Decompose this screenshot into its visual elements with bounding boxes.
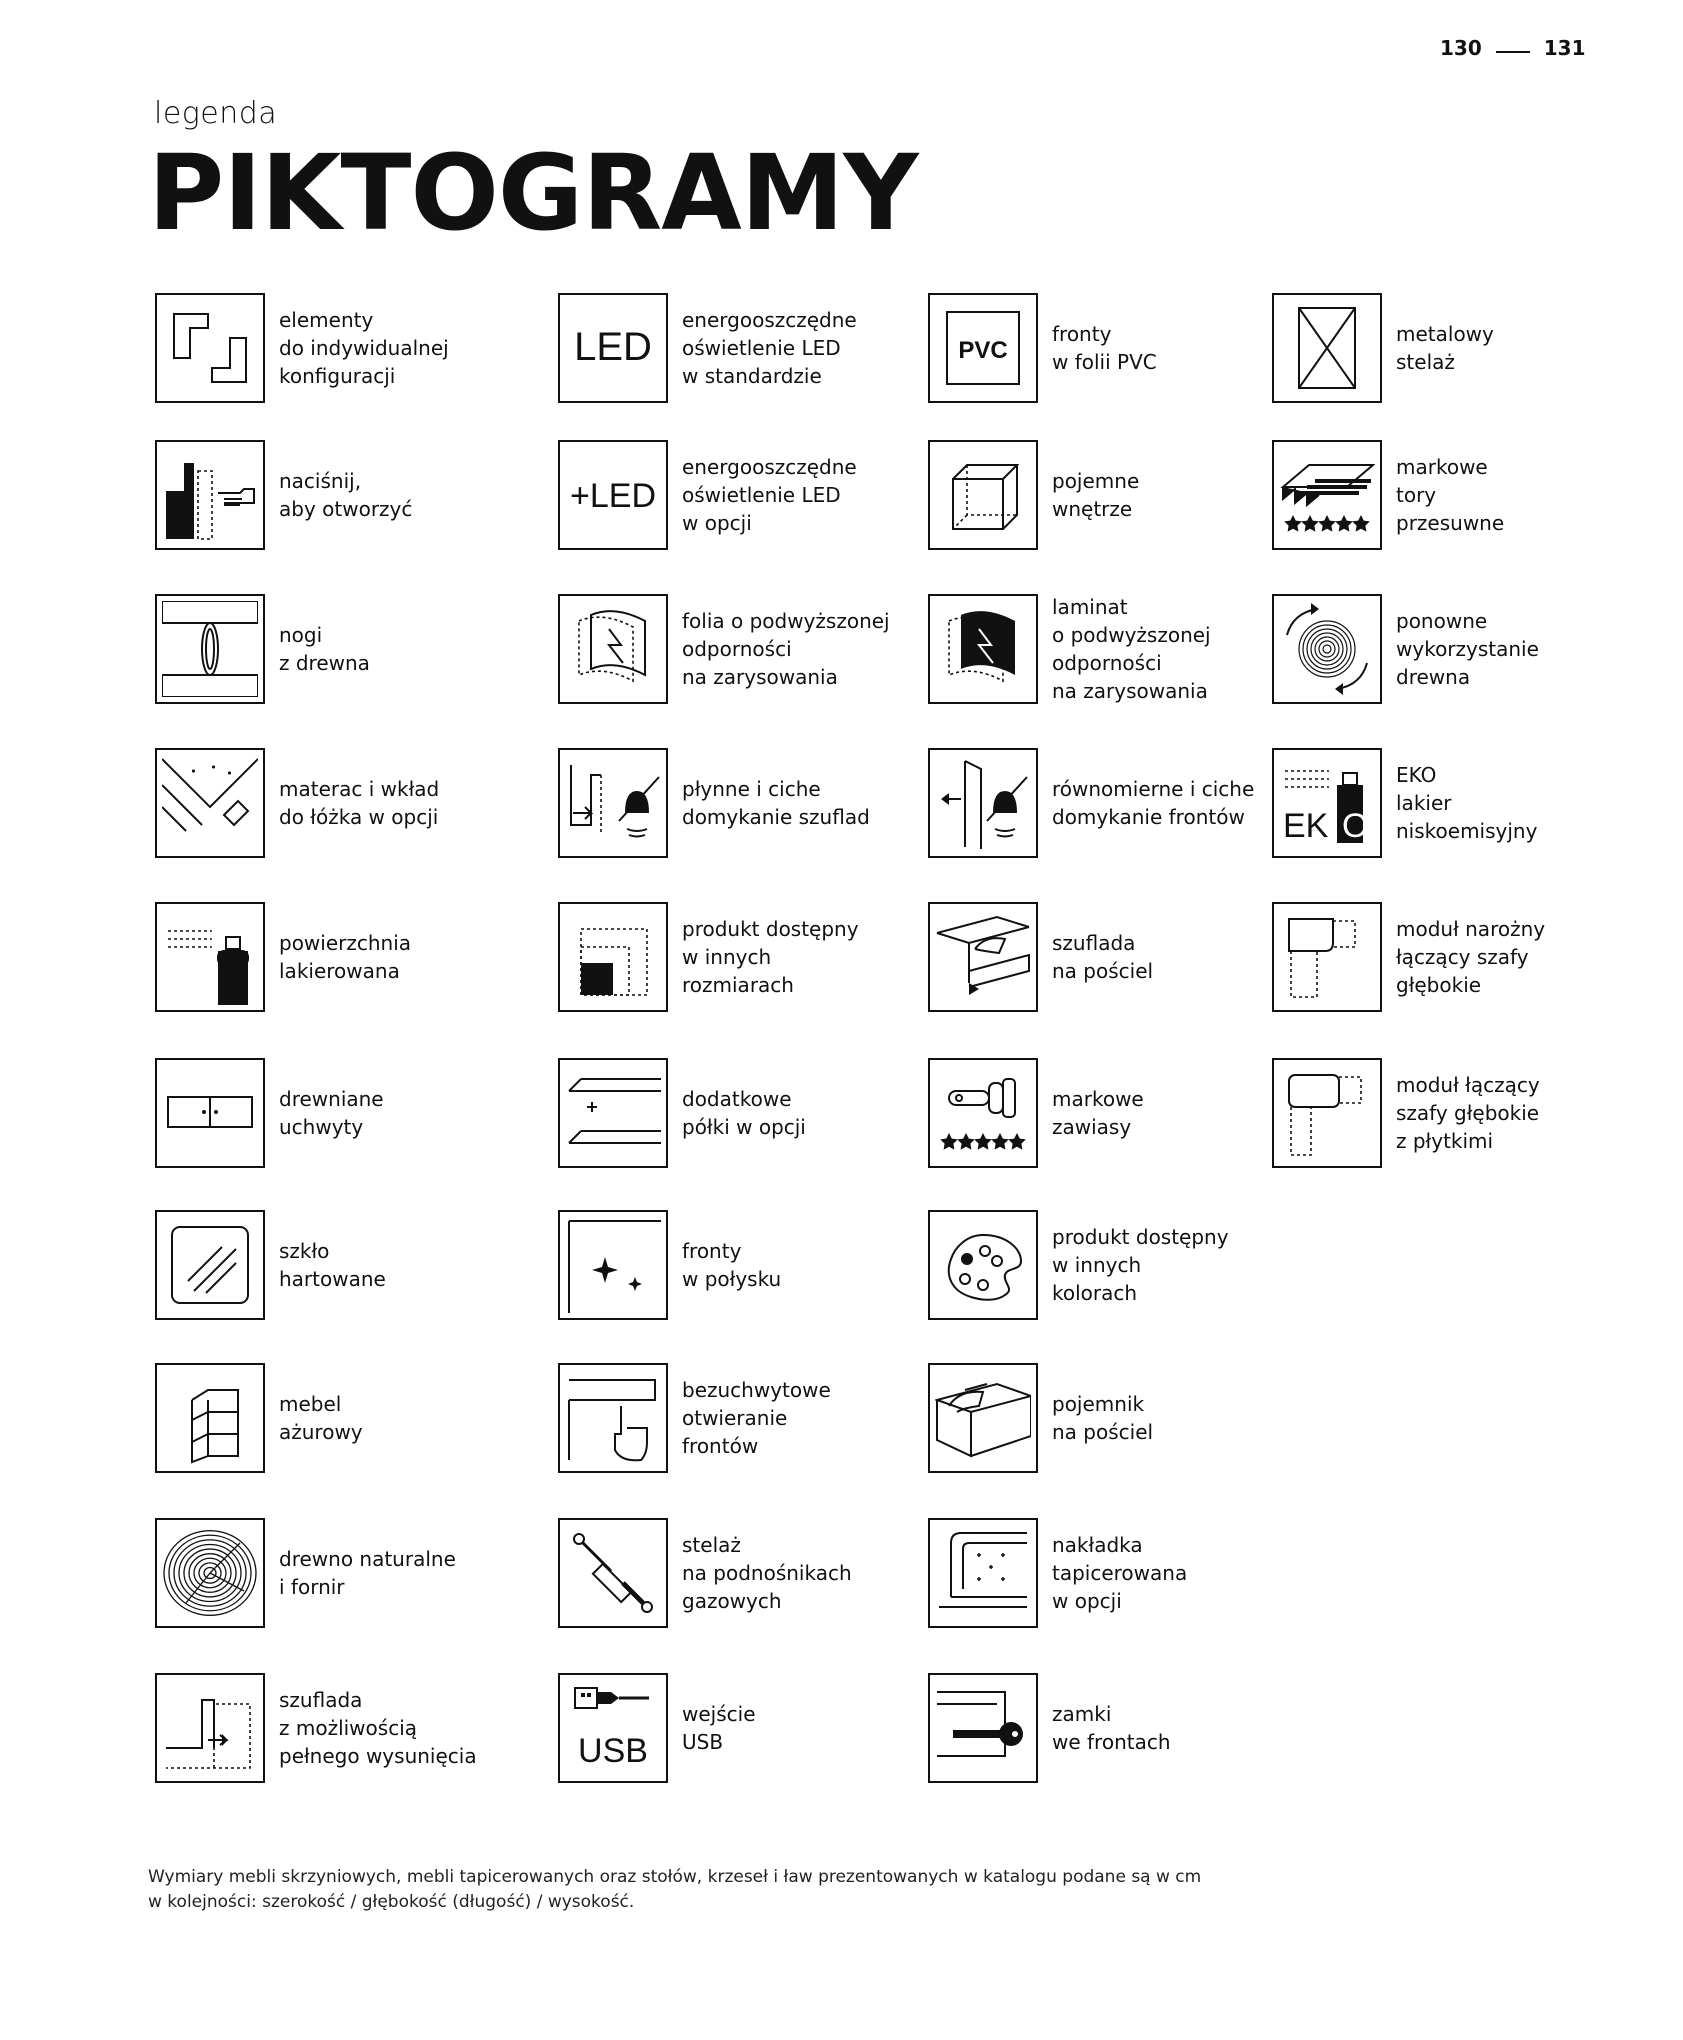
pictogram-label: nogi z drewna xyxy=(279,623,370,675)
page-divider xyxy=(1496,51,1530,53)
pictogram-label: wejście USB xyxy=(682,1702,756,1754)
handleless-icon xyxy=(558,1363,668,1473)
pictogram-item xyxy=(558,594,890,704)
pictogram-item xyxy=(155,1673,477,1783)
pictogram-label: materac i wkład do łóżka w opcji xyxy=(279,777,440,829)
pictogram-item xyxy=(558,1363,831,1473)
pictogram-label: płynne i ciche domykanie szuflad xyxy=(682,777,870,829)
gas-lift-icon xyxy=(558,1518,668,1628)
pictogram-item xyxy=(155,440,412,550)
brand-hinges-icon xyxy=(928,1058,1038,1168)
pictogram-label: laminat o podwyższonej odporności na zarysowania xyxy=(1052,595,1211,703)
pvc-icon xyxy=(928,293,1038,403)
pictogram-item xyxy=(928,1363,1153,1473)
full-extension-drawer-icon xyxy=(155,1673,265,1783)
page-title: PIKTOGRAMY xyxy=(148,132,918,254)
pictogram-item xyxy=(155,1518,456,1628)
connecting-module-icon xyxy=(1272,1058,1382,1168)
pictogram-label: energooszczędne oświetlenie LED w opcji xyxy=(682,455,857,535)
pictogram-item xyxy=(1272,748,1537,858)
bedding-container-icon xyxy=(928,1363,1038,1473)
pictogram-label: dodatkowe półki w opcji xyxy=(682,1087,806,1139)
pictogram-label: równomierne i ciche domykanie frontów xyxy=(1052,777,1255,829)
modular-config-icon xyxy=(155,293,265,403)
bedding-drawer-icon xyxy=(928,902,1038,1012)
pictogram-item xyxy=(1272,902,1545,1012)
other-sizes-icon xyxy=(558,902,668,1012)
usb-icon xyxy=(558,1673,668,1783)
pictogram-item xyxy=(155,902,411,1012)
pictogram-label: fronty w folii PVC xyxy=(1052,322,1157,374)
pictogram-label: nakładka tapicerowana w opcji xyxy=(1052,1533,1188,1613)
pictogram-item xyxy=(558,1058,806,1168)
pictogram-label: ponowne wykorzystanie drewna xyxy=(1396,609,1539,689)
led-option-icon xyxy=(558,440,668,550)
pictogram-label: pojemne wnętrze xyxy=(1052,469,1140,521)
wood-reuse-icon xyxy=(1272,594,1382,704)
corner-module-icon xyxy=(1272,902,1382,1012)
wooden-handles-icon xyxy=(155,1058,265,1168)
svg-text:EK: EK xyxy=(1283,807,1329,845)
pictogram-label: metalowy stelaż xyxy=(1396,322,1494,374)
footnote: Wymiary mebli skrzyniowych, mebli tapicerowanych oraz stołów, krzeseł i ław prezentowanych w katalogu podane są w cm w kolejności: szerokość / głębokość (długość) / wysokość. xyxy=(148,1867,1202,1912)
pictogram-label: mebel ażurowy xyxy=(279,1392,363,1444)
palette-icon xyxy=(928,1210,1038,1320)
pictogram-label: pojemnik na pościel xyxy=(1052,1392,1154,1444)
tree-rings-icon xyxy=(155,1518,265,1628)
pictogram-item xyxy=(155,293,449,403)
spray-surface-icon xyxy=(155,902,265,1012)
pictogram-item xyxy=(928,440,1139,550)
extra-shelves-icon xyxy=(558,1058,668,1168)
pictogram-item xyxy=(1272,594,1539,704)
foil-scratch-icon xyxy=(558,594,668,704)
pictogram-label: drewniane uchwyty xyxy=(279,1087,384,1139)
svg-text:PVC: PVC xyxy=(958,337,1008,364)
pictogram-item xyxy=(928,1210,1229,1320)
pictogram-item xyxy=(558,440,857,550)
gloss-fronts-icon xyxy=(558,1210,668,1320)
pictogram-item xyxy=(928,902,1153,1012)
page-subtitle: legenda xyxy=(154,96,278,131)
tempered-glass-icon xyxy=(155,1210,265,1320)
pictogram-item xyxy=(155,594,370,704)
pictogram-item xyxy=(155,748,439,858)
pictogram-item xyxy=(928,1058,1144,1168)
pictogram-item xyxy=(558,902,859,1012)
pictogram-item xyxy=(558,748,870,858)
page-number-right: 131 xyxy=(1543,36,1586,60)
pictogram-item xyxy=(928,748,1254,858)
pictogram-label: szuflada na pościel xyxy=(1052,931,1154,983)
svg-text:LED: LED xyxy=(574,325,652,369)
wooden-legs-icon xyxy=(155,594,265,704)
laminate-scratch-icon xyxy=(928,594,1038,704)
pictogram-label: fronty w połysku xyxy=(682,1239,782,1291)
svg-text:O: O xyxy=(1342,807,1369,845)
pictogram-label: bezuchwytowe otwieranie frontów xyxy=(682,1378,831,1458)
pictogram-item xyxy=(928,293,1157,403)
front-lock-icon xyxy=(928,1673,1038,1783)
upholstered-pad-icon xyxy=(928,1518,1038,1628)
pictogram-label: energooszczędne oświetlenie LED w standardzie xyxy=(682,308,857,388)
spacious-interior-icon xyxy=(928,440,1038,550)
pictogram-label: markowe zawiasy xyxy=(1052,1087,1144,1139)
pictogram-item xyxy=(155,1363,363,1473)
pictogram-item xyxy=(1272,440,1504,550)
pictogram-label: moduł łączący szafy głębokie z płytkimi xyxy=(1396,1073,1540,1153)
pictogram-label: naciśnij, aby otworzyć xyxy=(279,469,413,521)
pictogram-item xyxy=(558,293,857,403)
soft-close-drawer-icon xyxy=(558,748,668,858)
metal-frame-icon xyxy=(1272,293,1382,403)
page-number-left: 130 xyxy=(1440,36,1482,60)
pictogram-item xyxy=(1272,293,1494,403)
pictogram-label: szuflada z możliwością pełnego wysunięcia xyxy=(279,1688,477,1768)
pictogram-item xyxy=(155,1210,386,1320)
brand-runners-icon xyxy=(1272,440,1382,550)
pictogram-label: moduł narożny łączący szafy głębokie xyxy=(1396,917,1546,997)
svg-text:USB: USB xyxy=(578,1732,648,1770)
pictogram-label: stelaż na podnośnikach gazowych xyxy=(682,1533,852,1613)
pictogram-label: drewno naturalne i fornir xyxy=(279,1547,456,1599)
pictogram-label: produkt dostępny w innych kolorach xyxy=(1052,1225,1229,1305)
eco-lacquer-icon xyxy=(1272,748,1382,858)
soft-close-front-icon xyxy=(928,748,1038,858)
mattress-icon xyxy=(155,748,265,858)
pictogram-label: zamki we frontach xyxy=(1052,1702,1171,1754)
svg-text:+LED: +LED xyxy=(570,477,656,515)
pictogram-item xyxy=(928,1673,1171,1783)
pictogram-item xyxy=(155,1058,384,1168)
led-icon xyxy=(558,293,668,403)
pictogram-label: produkt dostępny w innych rozmiarach xyxy=(682,917,859,997)
pictogram-label: powierzchnia lakierowana xyxy=(279,931,412,983)
pictogram-item xyxy=(558,1210,781,1320)
pictogram-label: elementy do indywidualnej konfiguracji xyxy=(279,308,449,388)
open-shelf-icon xyxy=(155,1363,265,1473)
push-open-icon xyxy=(155,440,265,550)
pictogram-item xyxy=(558,1518,852,1628)
pictogram-label: szkło hartowane xyxy=(279,1239,386,1291)
pictogram-label: EKO lakier niskoemisyjny xyxy=(1396,763,1538,843)
pictogram-label: markowe tory przesuwne xyxy=(1396,455,1505,535)
pictogram-item xyxy=(558,1673,756,1783)
pictogram-label: folia o podwyższonej odporności na zarysowania xyxy=(682,609,890,689)
page-numbers xyxy=(1440,36,1600,60)
pictogram-item xyxy=(928,1518,1187,1628)
pictogram-item xyxy=(928,594,1211,704)
pictogram-item xyxy=(1272,1058,1540,1168)
